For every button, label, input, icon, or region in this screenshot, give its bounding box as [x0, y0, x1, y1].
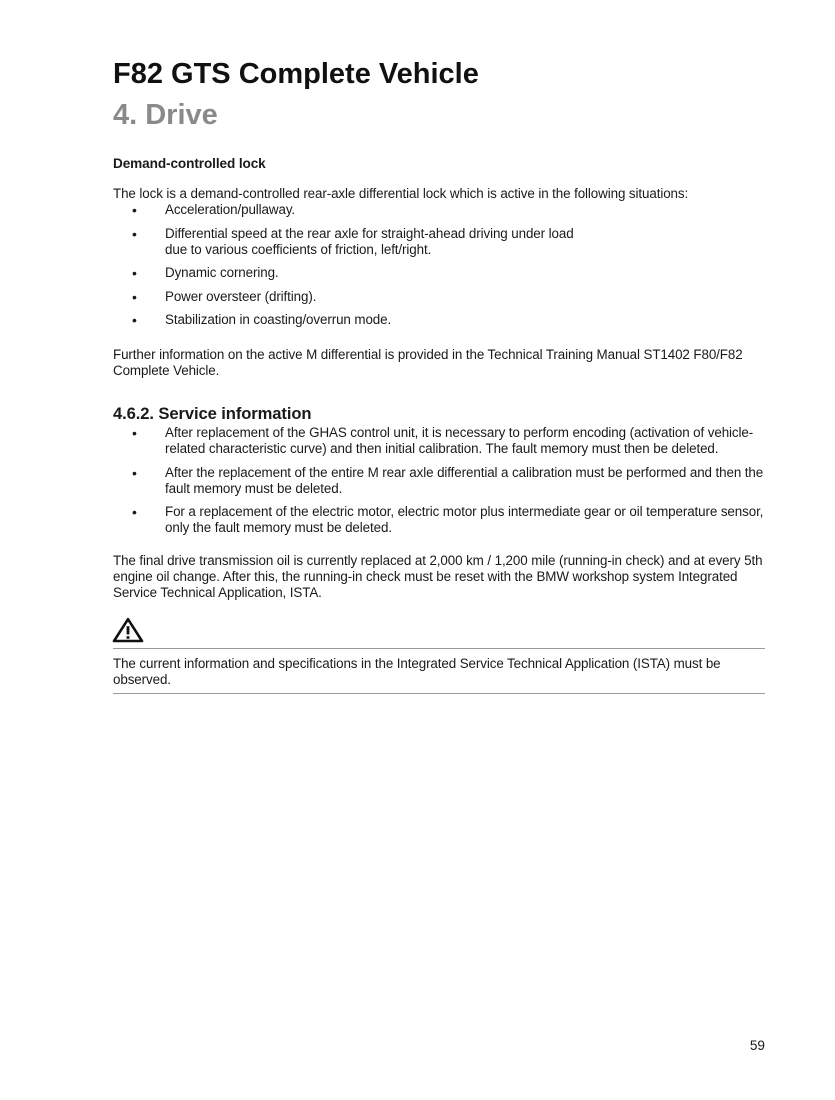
- warning-divider-bottom: [113, 693, 765, 694]
- list-item-text: Stabilization in coasting/overrun mode.: [165, 312, 392, 327]
- warning-text: The current information and specifications in the Integrated Service Technical Application (ISTA) must be observed.: [113, 655, 721, 687]
- list-item: [113, 465, 765, 497]
- bullet-icon: •: [132, 202, 137, 218]
- warning-triangle-icon: [112, 617, 144, 643]
- list-item-text: After replacement of the GHAS control unit, it is necessary to perform encoding (activation of vehicle-related characteristic curve) and then initial calibration. The fault memory must then be deleted.: [165, 425, 754, 456]
- service-information-list: [113, 425, 765, 536]
- transmission-oil-paragraph: The final drive transmission oil is currently replaced at 2,000 km / 1,200 mile (running-in check) and at every 5th engine oil change. After this, the running-in check must be reset with the BMW workshop system Integrated Service Technical Application, ISTA.: [113, 553, 763, 600]
- list-item-text: For a replacement of the electric motor, electric motor plus intermediate gear or oil temperature sensor, only the fault memory must be deleted.: [165, 504, 764, 535]
- list-item: [113, 504, 765, 536]
- list-item-text: Power oversteer (drifting).: [165, 288, 317, 304]
- bullet-icon: •: [132, 504, 137, 520]
- situations-list: [113, 202, 583, 328]
- warning-divider-top: [113, 648, 765, 649]
- list-item: [113, 289, 583, 305]
- service-information-heading: 4.6.2. Service information: [113, 404, 312, 423]
- list-item: [113, 425, 765, 457]
- bullet-icon: •: [132, 225, 137, 242]
- demand-lock-heading: Demand-controlled lock: [113, 156, 266, 171]
- bullet-icon: •: [132, 312, 137, 328]
- list-item: [113, 226, 583, 258]
- list-item: [113, 265, 583, 281]
- bullet-icon: •: [132, 425, 137, 441]
- page-number: 59: [749, 1038, 765, 1053]
- document-title: F82 GTS Complete Vehicle: [113, 58, 479, 90]
- chapter-title: 4. Drive: [113, 99, 218, 131]
- list-item-text: Dynamic cornering.: [165, 265, 279, 280]
- bullet-icon: •: [132, 288, 137, 305]
- list-item: [113, 312, 583, 328]
- bullet-icon: •: [132, 265, 137, 281]
- bullet-icon: •: [132, 464, 137, 481]
- further-information-paragraph: Further information on the active M differential is provided in the Technical Training Manual ST1402 F80/F82 Complete Vehicle.: [113, 347, 743, 378]
- warning-notice: [113, 617, 765, 694]
- list-item: [113, 202, 583, 218]
- page-content: [113, 155, 765, 700]
- list-item-text: Differential speed at the rear axle for straight-ahead driving under load due to various coefficients of friction, left/right.: [165, 225, 574, 257]
- list-item-text: After the replacement of the entire M rear axle differential a calibration must be performed and then the fault memory must be deleted.: [165, 464, 764, 496]
- list-item-text: Acceleration/pullaway.: [165, 202, 296, 217]
- demand-lock-intro: The lock is a demand-controlled rear-axle differential lock which is active in the following situations:: [113, 186, 689, 201]
- document-page: [113, 0, 765, 1100]
